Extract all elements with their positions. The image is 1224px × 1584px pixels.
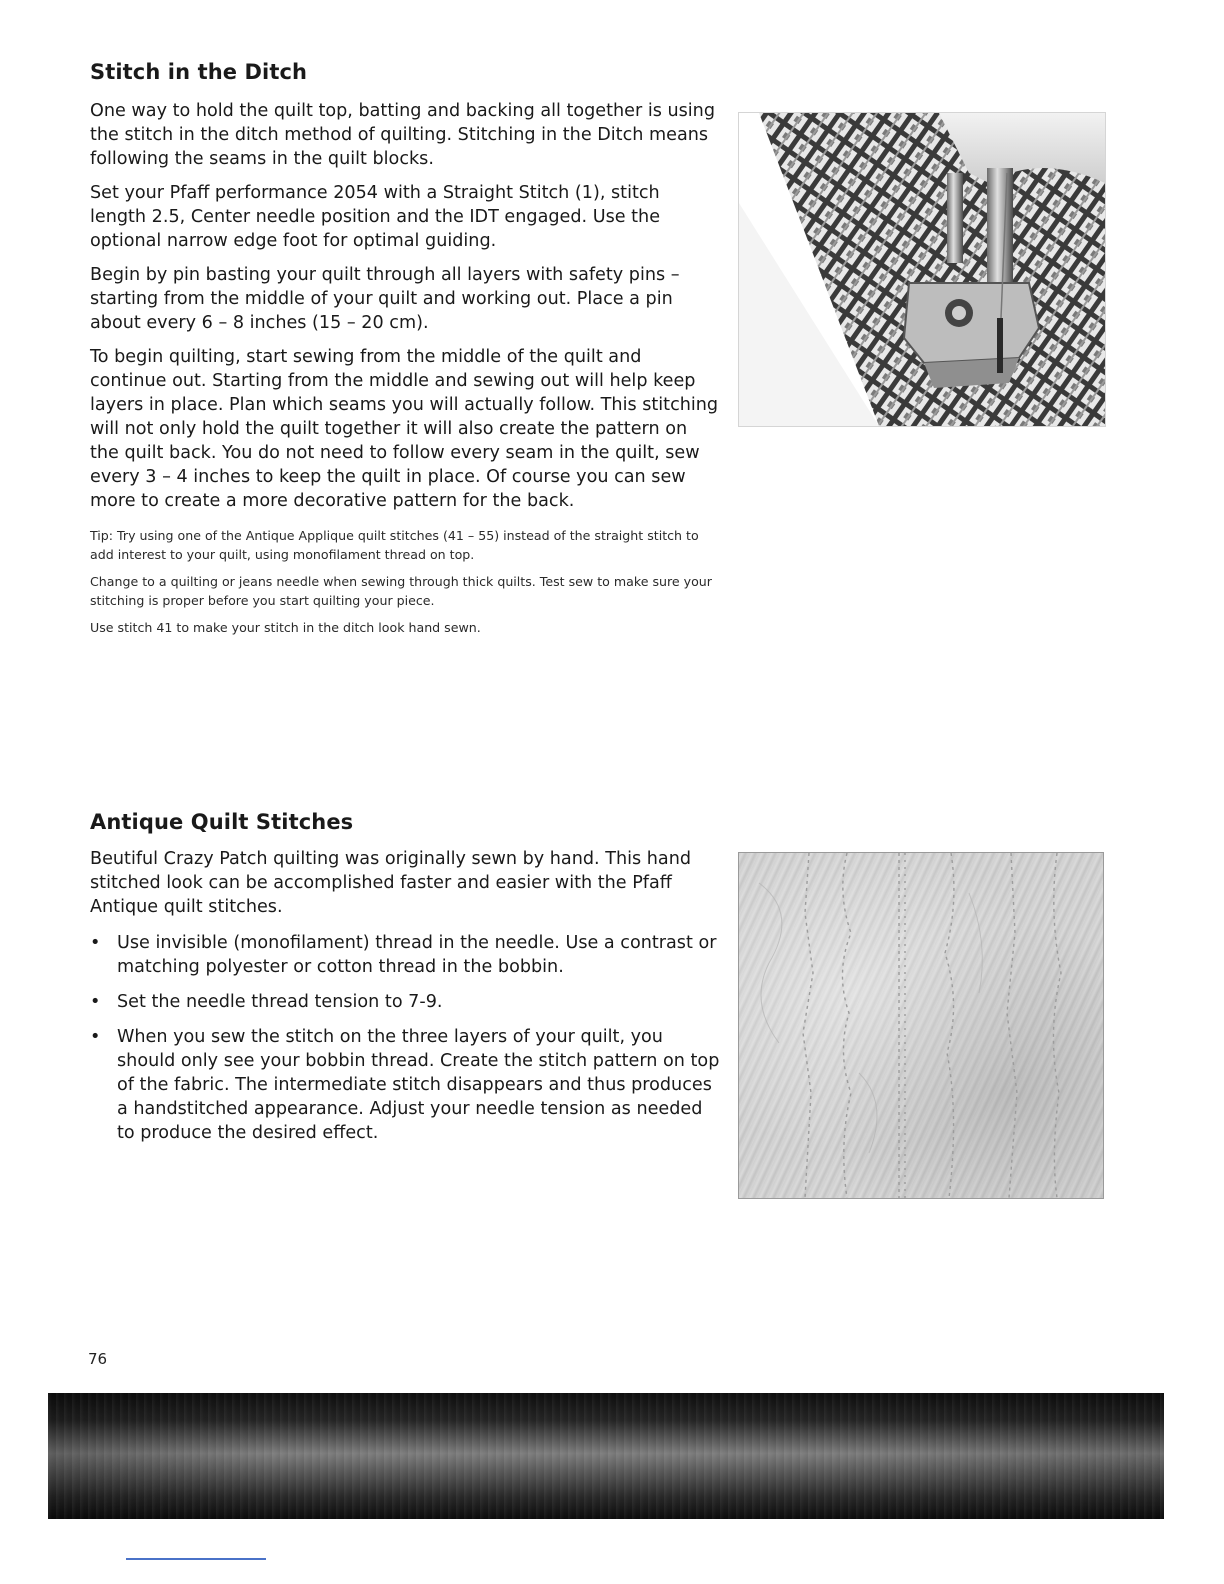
page-number: 76: [88, 1350, 108, 1368]
list-item: [90, 1025, 720, 1145]
list-item: [90, 931, 720, 979]
sewing-machine-foot-photo: [738, 112, 1106, 427]
paragraph: To begin quilting, start sewing from the middle of the quilt and continue out. Starting from the middle and sewing out will help keep layers in place. Plan which seams you will actually follow. This stitching will not only hold the quilt together it will also create the pattern on the quilt back. You do not need to follow every seam in the quilt, sew every 3 – 4 inches to keep the quilt in place. Of course you can sew more to create a more decorative pattern for the back.: [90, 347, 719, 511]
paragraph: Beutiful Crazy Patch quilting was originally sewn by hand. This hand stitched look can be accomplished faster and easier with the Pfaff Antique quilt stitches.: [90, 849, 692, 917]
tip-text: Tip: Try using one of the Antique Applique quilt stitches (41 – 55) instead of the straight stitch to add interest to your quilt, using monofilament thread on top.: [90, 528, 699, 562]
paragraph: One way to hold the quilt top, batting and backing all together is using the stitch in the ditch method of quilting. Stitching in the Ditch means following the seams in the quilt blocks.: [90, 101, 715, 169]
sewing-machine-foot-illustration: [739, 113, 1105, 426]
bullet-icon: •: [90, 933, 101, 953]
bullet-list: [90, 931, 720, 1145]
bullet-icon: •: [90, 992, 101, 1012]
bullet-icon: •: [90, 1027, 101, 1047]
footer-decorative-band: [48, 1393, 1164, 1519]
antique-stitch-sample-photo: [738, 852, 1104, 1199]
bottom-rule-line: [126, 1558, 266, 1560]
section-title-stitch-in-the-ditch: Stitch in the Ditch: [90, 60, 308, 84]
list-item-text: Set the needle thread tension to 7-9.: [117, 992, 443, 1012]
tip-text: Change to a quilting or jeans needle when sewing through thick quilts. Test sew to make sure your stitching is proper before you start quilting your piece.: [90, 574, 712, 608]
paragraph: Set your Pfaff performance 2054 with a Straight Stitch (1), stitch length 2.5, Center needle position and the IDT engaged. Use the optional narrow edge foot for optimal guiding.: [90, 183, 661, 251]
stitch-rows-illustration: [739, 853, 1103, 1198]
antique-quilt-stitches-body: [90, 847, 720, 1156]
stitch-in-the-ditch-body: [90, 99, 720, 645]
list-item-text: Use invisible (monofilament) thread in the needle. Use a contrast or matching polyester or cotton thread in the bobbin.: [117, 933, 717, 977]
list-item-text: When you sew the stitch on the three layers of your quilt, you should only see your bobbin thread. Create the stitch pattern on top of the fabric. The intermediate stitch disappears and thus produces a handstitched appearance. Adjust your needle tension as needed to produce the desired effect.: [117, 1027, 720, 1143]
tip-text: Use stitch 41 to make your stitch in the ditch look hand sewn.: [90, 620, 481, 635]
paragraph: Begin by pin basting your quilt through all layers with safety pins – starting from the middle of your quilt and working out. Place a pin about every 6 – 8 inches (15 – 20 cm).: [90, 265, 680, 333]
list-item: [90, 990, 720, 1014]
section-title-antique-quilt-stitches: Antique Quilt Stitches: [90, 810, 354, 834]
